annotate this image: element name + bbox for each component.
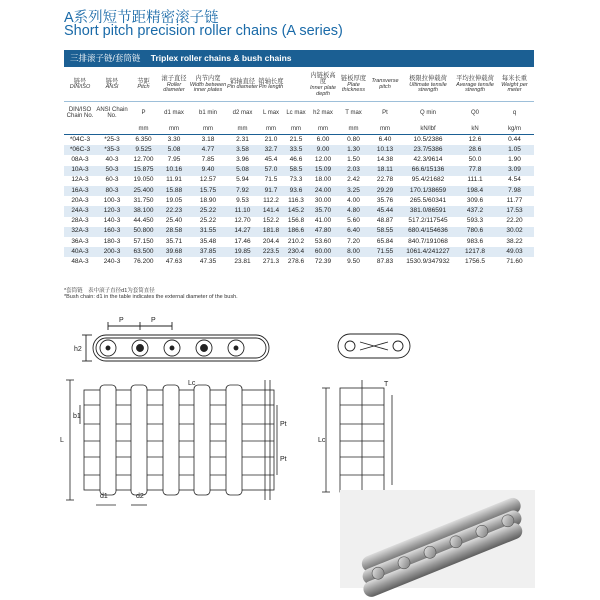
label-d2: d2 [136,493,144,500]
header-unit-cell: mm [159,124,189,135]
header-unit-cell: kN [455,124,495,135]
table-cell: 49.03 [495,247,534,257]
header-name-cn: 极限拉伸载荷 [409,74,447,82]
chain-side-view [82,322,269,361]
header-name-en: Inner plate depth [310,84,336,97]
table-cell: 1.90 [508,156,521,164]
table-cell: 33.5 [284,145,308,155]
table-cell: 35.76 [376,196,394,204]
header-unit-cell: mm [338,124,369,135]
header-name-en: Ultimate tensile strength [409,81,447,94]
header-symbol-cell: Q min [419,109,436,116]
table-cell: 20A-3 [71,196,89,204]
table-cell: 14.38 [376,156,394,164]
table-cell: 57.150 [133,237,154,245]
header-name-cn: 滚子直径 [161,74,187,82]
header-name-en: Pitch [137,84,150,91]
table-cell: 1.30 [338,145,369,155]
table-cell: 36A-3 [71,237,89,245]
table-cell: 47.63 [165,257,183,265]
table-cell: 5.60 [347,217,360,225]
header-symbol-cell: Lc max [286,109,306,116]
table-cell: 19.85 [227,247,258,257]
table-cell: 60.00 [308,247,338,257]
label-lc: Lc [188,380,196,387]
header-name-cn: 平均拉伸载荷 [456,74,494,82]
table-cell: 18.11 [369,166,401,176]
table-cell: 2.31 [236,135,249,143]
table-cell: 2.42 [347,176,360,184]
section-title-cn: 三排滚子链/套筒链 [70,53,141,63]
table-cell: 12.6 [468,135,482,143]
table-cell: 24A-3 [64,206,96,216]
table-cell: 10.16 [159,166,189,176]
table-cell: 35.48 [199,237,217,245]
table-cell: 15.875 [128,166,159,176]
table-cell: 230.4 [284,247,308,257]
header-name-cn: 节距 [137,77,150,85]
table-cell: 9.00 [308,145,338,155]
table-cell: 840.7/191068 [408,237,448,245]
table-cell: 7.85 [201,156,215,164]
table-cell: 7.92 [227,186,258,196]
table-cell: 5.08 [159,145,189,155]
table-cell: 12.700 [133,156,154,164]
header-unit-cell: mm [284,124,308,135]
table-cell: 25.40 [165,217,183,225]
header-name-en: Roller diameter [163,81,185,94]
table-cell: 35.71 [165,237,183,245]
table-cell: 116.3 [288,196,304,204]
header-name-cn: 内节内宽 [195,74,221,82]
label-b1: b1 [73,413,81,420]
table-cell: 7.95 [167,156,181,164]
label-t: T [384,381,389,388]
header-name-en: Pin diameter [227,84,258,91]
table-cell: 58.5 [284,166,308,176]
table-cell: 38.100 [128,206,159,216]
table-cell: 15.75 [189,186,227,196]
table-cell: 71.60 [506,257,523,265]
table-cell: 41.00 [314,217,332,225]
table-cell: 3.09 [495,166,534,176]
header-symbol-cell: d2 max [232,109,253,116]
table-cell: 28.6 [455,145,495,155]
table-cell: 58.55 [369,227,401,237]
table-cell: 3.30 [167,135,181,143]
table-cell: 30.02 [495,227,534,237]
table-cell: 72.39 [314,257,332,265]
header-symbol-cell: Q0 [470,109,479,116]
table-cell: 181.8 [258,227,284,237]
table-cell: 4.00 [347,196,360,204]
table-cell: 12A-3 [71,176,89,184]
table-cell: 309.6 [466,196,484,204]
table-cell: 100-3 [103,196,121,204]
table-cell: 4.77 [189,145,227,155]
header-symbol-cell: d1 max [164,109,184,116]
label-lc-section: Lc [318,437,326,444]
table-cell: 28A-3 [71,217,89,225]
table-cell: 22.23 [159,206,189,216]
table-cell: 37.85 [189,247,227,257]
table-cell: 0.44 [508,135,521,143]
table-cell: 15.88 [159,186,189,196]
header-name-cn: 销轴长度 [258,77,284,85]
table-cell: 23.81 [234,257,251,265]
table-cell: 1217.8 [455,247,495,257]
header-symbol-cell: P [141,109,146,116]
table-cell: 437.2 [455,206,495,216]
header-symbol-cell: ANSI Chain No. [96,106,128,119]
table-cell: 47.35 [199,257,217,265]
table-cell: 14.27 [227,227,258,237]
table-cell: *06C-3 [64,145,96,155]
table-cell: 25.400 [128,186,159,196]
table-cell: 152.2 [262,217,280,225]
table-cell: 200-3 [96,247,128,257]
table-cell: 87.83 [376,257,394,265]
table-cell: 145.2 [284,206,308,216]
table-cell: 1.50 [347,156,360,164]
table-cell: 42.3/9614 [413,156,443,164]
table-cell: 4.80 [338,206,369,216]
table-cell: 4.54 [508,176,521,184]
header-unit-cell: mm [308,124,338,135]
table-cell: 156.8 [287,217,305,225]
table-cell: 76.200 [133,257,154,265]
table-cell: 120-3 [96,206,128,216]
table-cell: 5.94 [236,176,249,184]
table-cell: 16A-3 [64,186,96,196]
header-unit-cell: kN/lbf [401,124,455,135]
header-unit-cell: mm [227,124,258,135]
table-cell: 18.00 [314,176,332,184]
table-cell: 170.1/38659 [401,186,455,196]
table-cell: 17.53 [495,206,534,216]
header-symbol-cell: b1 min [198,109,217,116]
table-cell: 32.7 [258,145,284,155]
table-cell: 39.68 [159,247,189,257]
header-unit-cell: kg/m [495,124,534,135]
table-cell: 6.350 [135,135,152,143]
header-unit-cell: mm [258,124,284,135]
chain-section-view [322,380,392,500]
table-cell: 517.2/117545 [408,217,448,225]
table-cell: 50.0 [468,156,482,164]
table-cell: 25.22 [189,206,227,216]
table-cell: 10.13 [369,145,401,155]
table-cell: 271.3 [262,257,280,265]
header-symbol-cell: q [512,109,517,116]
header-symbol-cell: DIN/ISO Chain No. [66,106,94,119]
label-pt2: Pt [280,456,287,463]
header-name-en: DIN/ISO [69,84,91,91]
table-cell: 21.5 [289,135,303,143]
table-cell: 21.0 [264,135,278,143]
header-symbol-cell: h2 max [313,109,333,116]
table-cell: 80-3 [96,186,128,196]
table-cell: 95.4/21682 [411,176,445,184]
table-cell: 19.050 [133,176,154,184]
header-symbol-cell: T max [345,109,362,116]
table-cell: *04C-3 [69,135,91,143]
table-cell: 48.87 [376,217,394,225]
header-name-en: Plate thickness [342,81,365,94]
table-cell: 57.0 [258,166,284,176]
table-cell: 48A-3 [71,257,89,265]
label-h2: h2 [74,346,82,353]
header-name-cn: 链号 [73,77,87,85]
table-cell: 50-3 [96,166,128,176]
table-cell: 50.800 [128,227,159,237]
chain-photo [340,490,535,599]
table-cell: 40-3 [105,156,119,164]
table-cell: 71.5 [264,176,278,184]
table-cell: 983.6 [466,237,484,245]
label-p2: P [151,317,156,324]
table-cell: 240-3 [103,257,121,265]
table-cell: 265.5/60341 [409,196,447,204]
table-cell: 198.4 [455,186,495,196]
header-name-en: Width between inner plates [189,81,227,94]
label-pt1: Pt [280,421,287,428]
header-name-cn: 链号 [105,77,119,85]
header-name-cn: 内链板高度 [310,71,336,86]
table-cell: 44.450 [133,217,154,225]
table-cell: 22.78 [376,176,394,184]
table-cell: 140-3 [103,217,121,225]
title-cn: A系列短节距精密滚子链 [64,10,219,26]
table-cell: 73.3 [289,176,303,184]
header-name-cn: 链板厚度 [340,74,367,82]
section-title-en: Triplex roller chains & bush chains [150,53,292,63]
table-cell: 1530.9/347932 [406,257,450,265]
table-cell: 160-3 [96,227,128,237]
table-cell: 18.90 [199,196,217,204]
table-cell: 3.58 [227,145,258,155]
header-name-en: ANSI [105,84,119,91]
table-cell: 22.20 [506,217,523,225]
table-cell: 45.4 [264,156,278,164]
table-cell: 180-3 [103,237,121,245]
table-cell: 29.29 [369,186,401,196]
header-name-en: Pin length [258,84,284,91]
label-d1: d1 [100,493,108,500]
table-cell: 141.4 [258,206,284,216]
table-cell: 10.5/2386 [413,135,443,143]
table-cell: 9.40 [189,166,227,176]
table-cell: 66.6/15136 [401,166,455,176]
table-cell: 6.40 [378,135,392,143]
label-l: L [60,437,64,444]
table-cell: 5.08 [227,166,258,176]
header-name-en: Average tensile strength [456,81,494,94]
table-cell: 112.2 [263,196,279,204]
table-cell: 7.20 [347,237,360,245]
table-cell: 65.84 [376,237,394,245]
table-cell: 680.4/154636 [401,227,455,237]
table-cell: 45.44 [369,206,401,216]
table-cell: 38.22 [506,237,523,245]
link-profile [338,334,410,358]
table-cell: 9.525 [128,145,159,155]
table-cell: 46.6 [289,156,303,164]
table-cell: 28.58 [159,227,189,237]
table-cell: 30.00 [314,196,332,204]
table-cell: 1.05 [495,145,534,155]
table-cell: 223.5 [258,247,284,257]
table-cell: 24.00 [308,186,338,196]
table-cell: 8.00 [338,247,369,257]
table-cell: 3.25 [338,186,369,196]
table-cell: 91.7 [258,186,284,196]
table-cell: 6.00 [316,135,330,143]
table-cell: 111.1 [467,176,483,184]
header-name-en: Weight per meter [501,81,528,94]
note-cn: *套筒链 表中滚子直径d1为套筒直径 [64,288,155,294]
table-cell: 31.750 [133,196,154,204]
table-cell: 08A-3 [71,156,89,164]
table-cell: 35.70 [308,206,338,216]
table-cell: 381.0/86591 [401,206,455,216]
chain-top-view [66,380,277,505]
header-name-en: Transverse pitch [371,78,399,90]
header-symbol-cell: L max [262,109,280,116]
label-p1: P [119,317,124,324]
table-cell: 25.22 [199,217,217,225]
table-cell: 15.09 [308,166,338,176]
table-cell: 60-3 [105,176,119,184]
header-name-cn: 每米长重 [501,74,528,82]
header-unit-cell: mm [369,124,401,135]
table-cell: 10A-3 [64,166,96,176]
table-cell: 47.80 [308,227,338,237]
table-cell: 7.98 [495,186,534,196]
table-cell: 93.6 [284,186,308,196]
header-symbol-cell: Pt [382,109,388,116]
table-cell: 204.4 [262,237,280,245]
table-cell: 53.60 [314,237,332,245]
table-cell: *35-3 [96,145,128,155]
header-name-cn: 销轴直径 [229,77,256,85]
table-cell: 0.80 [347,135,360,143]
table-cell: 278.6 [287,257,305,265]
table-cell: 19.05 [165,196,183,204]
table-cell: 9.53 [236,196,249,204]
table-cell: *25-3 [104,135,120,143]
table-cell: 9.50 [347,257,360,265]
table-cell: 210.2 [287,237,305,245]
table-cell: 12.70 [234,217,251,225]
table-cell: 12.57 [199,176,217,184]
table-cell: 11.77 [506,196,523,204]
table-cell: 71.55 [369,247,401,257]
note-en: *Bush chain: d1 in the table indicates the external diameter of the bush. [64,294,238,300]
table-cell: 17.46 [234,237,251,245]
table-cell: 12.00 [314,156,332,164]
table-cell: 11.10 [227,206,258,216]
table-cell: 186.6 [284,227,308,237]
table-cell: 593.3 [466,217,484,225]
table-cell: 63.500 [128,247,159,257]
table-cell: 1061.4/241227 [401,247,455,257]
table-cell: 1756.5 [465,257,485,265]
table-cell: 6.40 [338,227,369,237]
table-cell: 23.7/5386 [401,145,455,155]
table-cell: 11.91 [166,176,182,184]
table-cell: 780.6 [455,227,495,237]
header-unit-cell: mm [128,124,159,135]
table-cell: 3.96 [236,156,249,164]
header-unit-cell: mm [189,124,227,135]
table-cell: 32A-3 [64,227,96,237]
table-cell: 40A-3 [64,247,96,257]
table-cell: 77.8 [455,166,495,176]
table-cell: 3.18 [201,135,215,143]
table-cell: 2.03 [338,166,369,176]
table-cell: 31.55 [189,227,227,237]
title-en: Short pitch precision roller chains (A series) [64,23,343,39]
